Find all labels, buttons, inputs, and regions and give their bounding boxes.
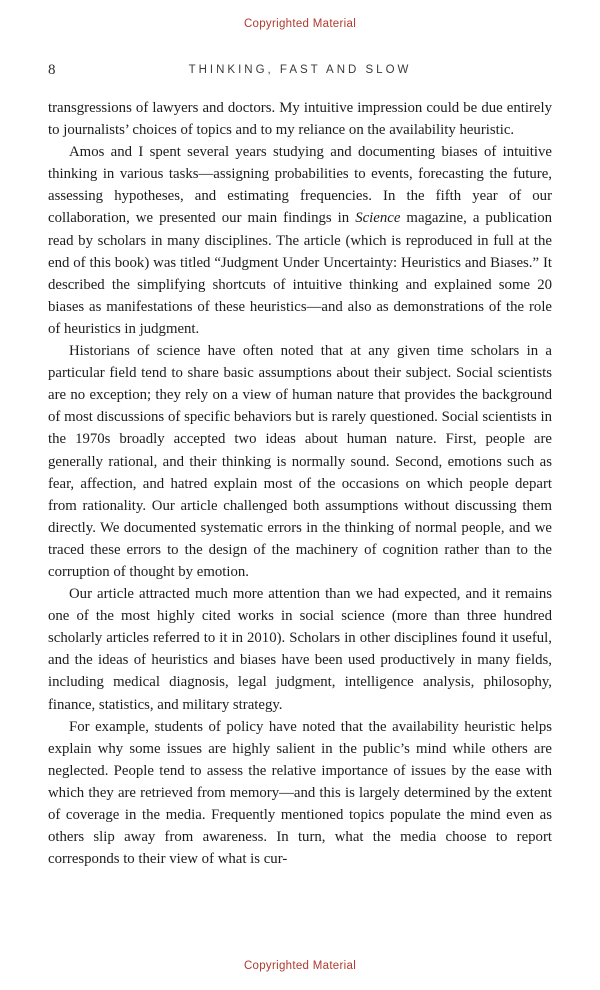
italic-text: Science [355,210,401,227]
text-segment: transgressions of lawyers and doctors. My intuitive impression could be due entirely to journalists’ choices of topics and to my reliance on the availability heuristic. [48,100,552,139]
text-segment: magazine, a publication read by scholars in many disciplines. The article (which is reproduced in full at the end of this book) was titled “Judgment Under Uncertainty: Heuristics and Biases.” It described the simplifying shortcuts of intuitive thinking and explained some 20 biases as manifestations of these heuristics—and also as demonstrations of the role of heuristics in judgment. [48,210,552,337]
text-segment: For example, students of policy have noted that the availability heuristic helps explain why some issues are highly salient in the public’s mind while others are neglected. People tend to assess the relative importance of issues by the ease with which they are retrieved from memory—and this is largely determined by the extent of coverage in the media. Frequently mentioned topics populate the mind even as others slip away from awareness. In turn, what the media choose to report corresponds to their view of what is cur- [48,718,552,868]
paragraph [48,716,552,871]
text-segment: Amos and I spent several years studying and documenting biases of intuitive thinking in various tasks—assigning probabilities to events, forecasting the future, assessing hypotheses, and estimating frequencies. In the fifth year of our collaboration, we presented our main findings in [48,144,552,227]
running-header [48,62,552,80]
copyright-notice-bottom: Copyrighted Material [243,960,357,972]
paragraph [48,97,552,141]
running-header-title: THINKING, FAST AND SLOW [188,64,412,76]
text-segment: Our article attracted much more attention than we had expected, and it remains one of the most highly cited works in social science (more than three hundred scholarly articles referred to it in 2010). Scholars in other disciplines found it useful, and the ideas of heuristics and biases have been used productively in many fields, including medical diagnosis, legal judgment, intelligence analysis, philosophy, finance, statistics, and military strategy. [48,586,552,713]
paragraph [48,340,552,583]
copyright-notice-top: Copyrighted Material [243,18,357,30]
page-number: 8 [48,62,56,78]
body-paragraphs [48,97,552,939]
text-segment: Historians of science have often noted that at any given time scholars in a particular field tend to share basic assumptions about their subject. Social scientists are no exception; they rely on a view of human nature that provides the background of most discussions of specific behaviors but is rarely questioned. Social scientists in the 1970s broadly accepted two ideas about human nature. First, people are generally rational, and their thinking is normally sound. Second, emotions such as fear, affection, and hatred explain most of the occasions on which people depart from rationality. Our article challenged both assumptions without discussing them directly. We documented systematic errors in the thinking of normal people, and we traced these errors to the design of the machinery of cognition rather than to the corruption of thought by emotion. [48,343,552,580]
paragraph [48,583,552,716]
paragraph [48,141,552,340]
